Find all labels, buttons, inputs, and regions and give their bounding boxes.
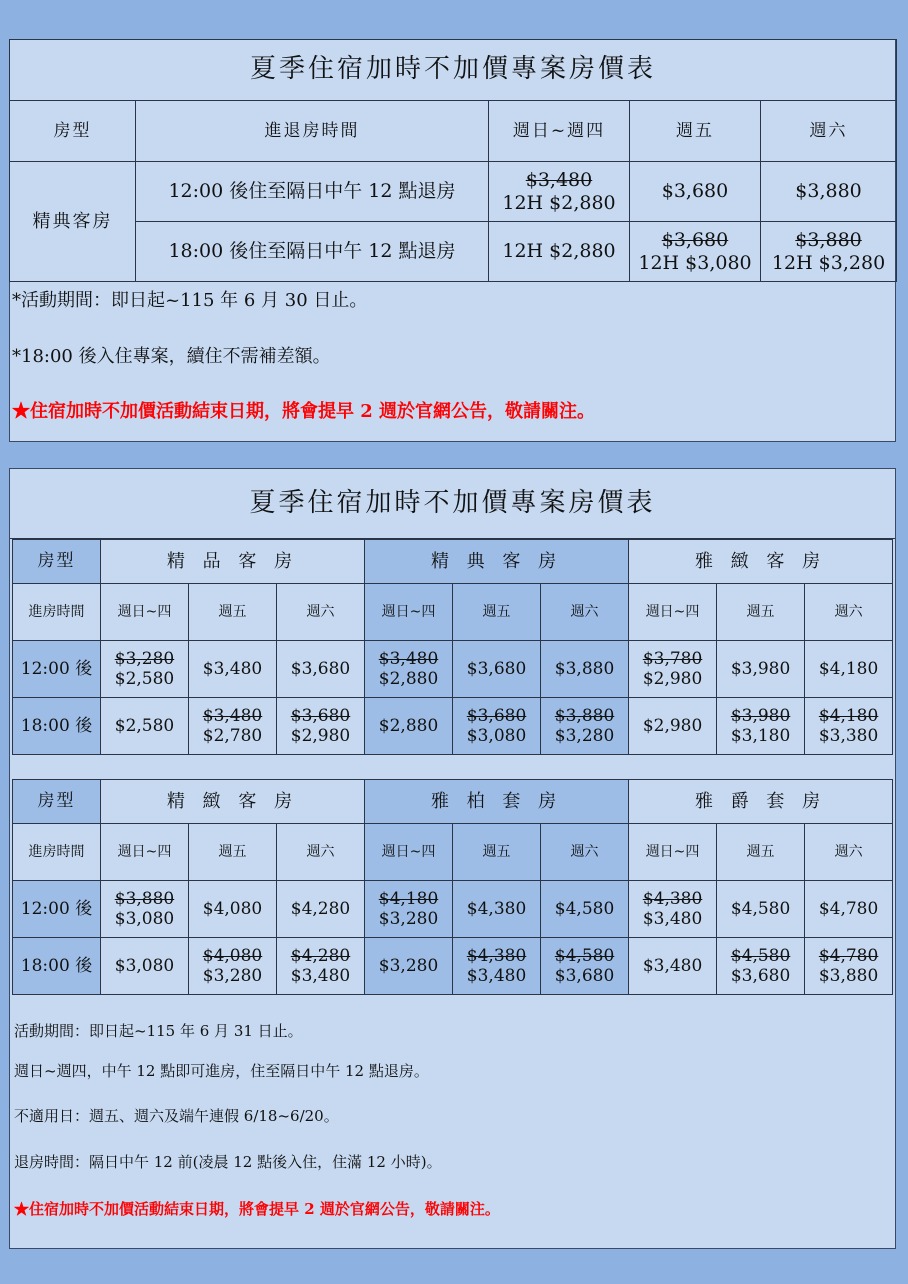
price-cell xyxy=(189,881,277,938)
old-price: $4,780 xyxy=(818,945,879,966)
note-checkout: 退房時間：隔日中午 12 前(凌晨 12 點後入住，住滿 12 小時)。 xyxy=(14,1153,442,1171)
new-price: $3,280 xyxy=(202,966,263,986)
old-price: $3,880 xyxy=(795,228,862,251)
note-extend: *18:00 後入住專案，續住不需補差額。 xyxy=(12,346,331,367)
price-cell xyxy=(717,881,805,938)
old-price: $3,680 xyxy=(466,705,527,726)
table-title: 夏季住宿加時不加價專案房價表 xyxy=(10,40,897,101)
price-cell xyxy=(453,938,541,995)
new-price: $3,680 xyxy=(554,966,615,986)
header-row xyxy=(10,101,897,162)
price-cell xyxy=(365,641,453,698)
price-cell xyxy=(629,938,717,995)
price-cell xyxy=(101,881,189,938)
header-room-name: 精 典 客 房 xyxy=(365,540,629,584)
price-cell: $3,880 xyxy=(761,162,897,222)
new-price: $2,880 xyxy=(378,669,439,689)
header-room-type: 房型 xyxy=(13,780,101,824)
price-cell xyxy=(805,938,893,995)
new-price: $3,280 xyxy=(554,726,615,746)
header-day: 週日~四 xyxy=(365,584,453,641)
price-cell xyxy=(630,222,761,282)
new-price: $3,380 xyxy=(818,726,879,746)
old-price: $3,480 xyxy=(378,648,439,669)
price-cell xyxy=(277,881,365,938)
old-price: $3,480 xyxy=(202,705,263,726)
price-cell xyxy=(365,938,453,995)
price-cell xyxy=(805,641,893,698)
price-cell xyxy=(101,938,189,995)
header-day: 週六 xyxy=(277,584,365,641)
price-value: $3,280 xyxy=(378,955,439,976)
new-price: $3,080 xyxy=(466,726,527,746)
price-value: $4,380 xyxy=(466,898,527,919)
price-cell xyxy=(717,938,805,995)
price-cell: 12H $2,880 xyxy=(489,222,630,282)
header-sat: 週六 xyxy=(761,101,897,162)
new-price: $3,480 xyxy=(642,909,703,929)
header-day: 週日~四 xyxy=(629,824,717,881)
new-price: $3,480 xyxy=(466,966,527,986)
rate-table-2b xyxy=(12,779,893,995)
note-excluded-days: 不適用日：週五、週六及端午連假 6/18~6/20。 xyxy=(14,1107,339,1125)
price-cell xyxy=(101,698,189,755)
price-value: $2,880 xyxy=(378,715,439,736)
new-price: $2,980 xyxy=(642,669,703,689)
table-row xyxy=(10,162,897,222)
price-value: $3,980 xyxy=(730,658,791,679)
price-cell xyxy=(189,938,277,995)
price-cell xyxy=(453,641,541,698)
header-day: 週六 xyxy=(541,584,629,641)
price-cell xyxy=(453,881,541,938)
room-header-row xyxy=(13,540,893,584)
price-cell xyxy=(541,641,629,698)
header-sun-thu: 週日~週四 xyxy=(489,101,630,162)
price-cell xyxy=(805,698,893,755)
rate-table-2a xyxy=(12,539,893,755)
old-price: $4,380 xyxy=(466,945,527,966)
price-cell xyxy=(277,938,365,995)
row-time-label: 12:00 後 xyxy=(13,641,101,698)
table-row xyxy=(13,881,893,938)
header-day: 週六 xyxy=(805,824,893,881)
table-row xyxy=(10,222,897,282)
header-day: 週六 xyxy=(277,824,365,881)
header-day: 週五 xyxy=(189,824,277,881)
header-room-type: 房型 xyxy=(10,101,136,162)
header-room-name: 精 緻 客 房 xyxy=(101,780,365,824)
header-day: 週五 xyxy=(453,824,541,881)
price-cell xyxy=(365,881,453,938)
table-row xyxy=(13,641,893,698)
rate-panel-2 xyxy=(9,468,896,1249)
header-day: 週五 xyxy=(717,584,805,641)
new-price: $2,580 xyxy=(114,669,175,689)
price-value: $4,580 xyxy=(730,898,791,919)
rate-table-1 xyxy=(9,39,897,282)
old-price: $3,980 xyxy=(730,705,791,726)
old-price: $4,180 xyxy=(818,705,879,726)
price-cell xyxy=(277,698,365,755)
new-price: $3,680 xyxy=(730,966,791,986)
price-value: $4,180 xyxy=(818,658,879,679)
header-day: 週日~四 xyxy=(365,824,453,881)
price-cell xyxy=(489,162,630,222)
header-day: 週五 xyxy=(717,824,805,881)
new-price: $3,180 xyxy=(730,726,791,746)
old-price: $3,680 xyxy=(661,228,729,251)
header-day: 週六 xyxy=(805,584,893,641)
price-value: $3,480 xyxy=(202,658,263,679)
price-value: $4,280 xyxy=(290,898,351,919)
price-cell xyxy=(541,698,629,755)
table-row xyxy=(13,698,893,755)
header-day: 週日~四 xyxy=(101,584,189,641)
note-checkin: 週日~週四，中午 12 點即可進房，住至隔日中午 12 點退房。 xyxy=(14,1062,429,1080)
price-cell xyxy=(541,938,629,995)
price-value: $4,580 xyxy=(554,898,615,919)
time-cell: 18:00 後住至隔日中午 12 點退房 xyxy=(136,222,489,282)
price-cell xyxy=(365,698,453,755)
price-cell xyxy=(629,641,717,698)
price-cell xyxy=(277,641,365,698)
table-row xyxy=(13,938,893,995)
price-value: $2,580 xyxy=(114,715,175,736)
time-cell: 12:00 後住至隔日中午 12 點退房 xyxy=(136,162,489,222)
day-header-row xyxy=(13,824,893,881)
header-room-type: 房型 xyxy=(13,540,101,584)
price-cell xyxy=(453,698,541,755)
old-price: $4,580 xyxy=(554,945,615,966)
new-price: $2,980 xyxy=(290,726,351,746)
header-day: 週五 xyxy=(453,584,541,641)
old-price: $4,180 xyxy=(378,888,439,909)
note-period: 活動期間：即日起~115 年 6 月 31 日止。 xyxy=(14,1022,303,1040)
new-price: 12H $3,080 xyxy=(638,251,752,274)
old-price: $3,480 xyxy=(525,168,593,191)
row-time-label: 18:00 後 xyxy=(13,698,101,755)
note-red-announcement: ★住宿加時不加價活動結束日期，將會提早 2 週於官網公告，敬請關注。 xyxy=(12,401,596,422)
price-cell xyxy=(189,698,277,755)
price-cell xyxy=(629,698,717,755)
old-price: $4,280 xyxy=(290,945,351,966)
room-type-cell: 精典客房 xyxy=(10,162,136,282)
price-value: $3,680 xyxy=(290,658,351,679)
price-cell xyxy=(189,641,277,698)
price-cell xyxy=(101,641,189,698)
row-time-label: 18:00 後 xyxy=(13,938,101,995)
price-value: $4,780 xyxy=(818,898,879,919)
header-fri: 週五 xyxy=(630,101,761,162)
price-value: $3,480 xyxy=(642,955,703,976)
price-value: $3,880 xyxy=(554,658,615,679)
price-value: $3,080 xyxy=(114,955,175,976)
price-cell: $3,680 xyxy=(630,162,761,222)
old-price: $4,080 xyxy=(202,945,263,966)
row-time-label: 12:00 後 xyxy=(13,881,101,938)
new-price: 12H $3,280 xyxy=(771,251,886,274)
note-red-announcement: ★住宿加時不加價活動結束日期，將會提早 2 週於官網公告，敬請關注。 xyxy=(14,1200,500,1218)
price-cell xyxy=(717,641,805,698)
price-value: $4,080 xyxy=(202,898,263,919)
rate-panel-1 xyxy=(9,39,896,442)
table-title: 夏季住宿加時不加價專案房價表 xyxy=(10,469,895,539)
header-day: 週五 xyxy=(189,584,277,641)
header-room-name: 雅 爵 套 房 xyxy=(629,780,893,824)
old-price: $3,880 xyxy=(114,888,175,909)
price-cell xyxy=(629,881,717,938)
new-price: $3,080 xyxy=(114,909,175,929)
new-price: $2,780 xyxy=(202,726,263,746)
price-value: $3,680 xyxy=(466,658,527,679)
header-checkin-time: 進房時間 xyxy=(13,584,101,641)
header-day: 週六 xyxy=(541,824,629,881)
header-room-name: 雅 柏 套 房 xyxy=(365,780,629,824)
old-price: $3,780 xyxy=(642,648,703,669)
price-cell xyxy=(541,881,629,938)
header-day: 週日~四 xyxy=(101,824,189,881)
note-period: *活動期間：即日起~115 年 6 月 30 日止。 xyxy=(12,290,368,311)
old-price: $3,680 xyxy=(290,705,351,726)
header-checkin-time: 進房時間 xyxy=(13,824,101,881)
old-price: $3,280 xyxy=(114,648,175,669)
header-day: 週日~四 xyxy=(629,584,717,641)
price-cell xyxy=(805,881,893,938)
header-time: 進退房時間 xyxy=(136,101,489,162)
price-value: $2,980 xyxy=(642,715,703,736)
room-header-row xyxy=(13,780,893,824)
new-price: 12H $2,880 xyxy=(502,191,616,214)
table-title-row xyxy=(10,40,897,101)
price-cell xyxy=(717,698,805,755)
old-price: $4,580 xyxy=(730,945,791,966)
new-price: $3,280 xyxy=(378,909,439,929)
header-room-name: 精 品 客 房 xyxy=(101,540,365,584)
new-price: $3,880 xyxy=(818,966,879,986)
old-price: $4,380 xyxy=(642,888,703,909)
old-price: $3,880 xyxy=(554,705,615,726)
header-room-name: 雅 緻 客 房 xyxy=(629,540,893,584)
price-cell xyxy=(761,222,897,282)
new-price: $3,480 xyxy=(290,966,351,986)
day-header-row xyxy=(13,584,893,641)
